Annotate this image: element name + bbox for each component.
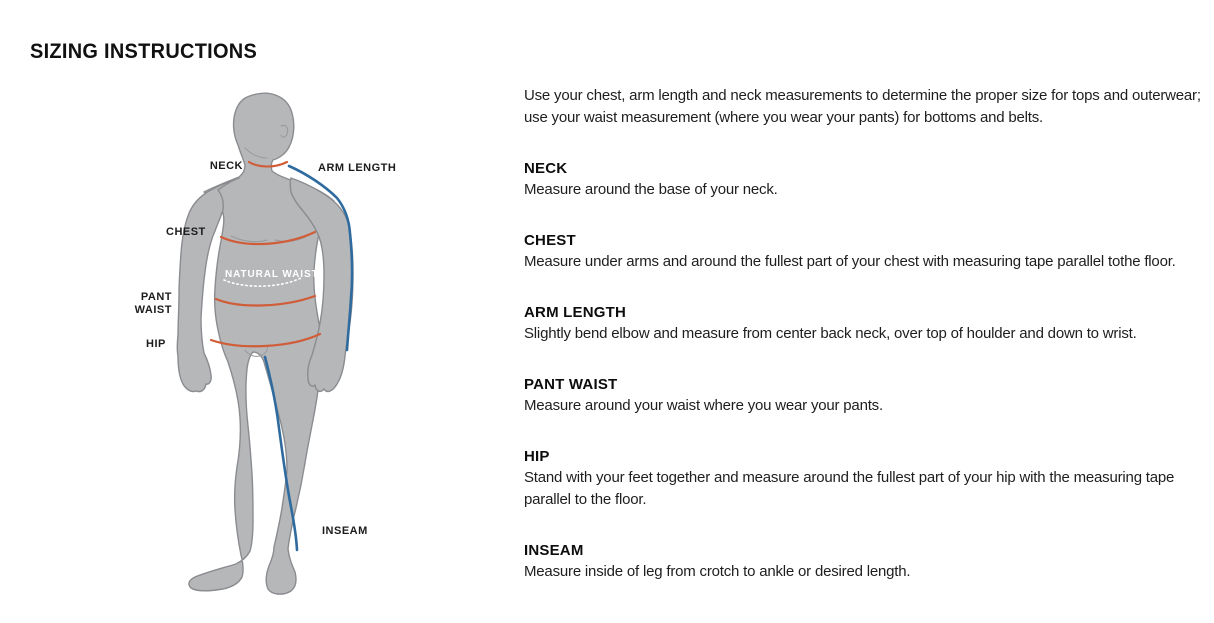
neck-label: NECK [209,160,243,172]
section-heading: HIP [524,448,550,465]
section-inseam [524,540,1204,583]
section-body: Slightly bend elbow and measure from center back neck, over top of houlder and down to wrist. [524,325,1137,342]
section-body: Stand with your feet together and measure around the fullest part of your hip with the measuring tape parallel to the floor. [524,469,1175,508]
inseam-label: INSEAM [322,525,368,537]
section-body: Measure around the base of your neck. [524,181,778,198]
section-chest [524,230,1204,273]
chest-label: CHEST [166,226,206,238]
section-pant-waist [524,374,1204,417]
arm-length-label: ARM LENGTH [318,162,397,174]
body-measurement-diagram [134,88,397,608]
section-heading: PANT WAIST [524,376,618,393]
section-body: Measure inside of leg from crotch to ankle or desired length. [524,563,911,580]
section-heading: ARM LENGTH [524,304,626,321]
section-body: Measure around your waist where you wear your pants. [524,397,883,414]
section-neck [524,158,1204,201]
section-heading: INSEAM [524,542,584,559]
section-heading: CHEST [524,232,576,249]
intro-paragraph: Use your chest, arm length and neck measurements to determine the proper size for tops and outerwear; use your waist measurement (where you wear your pants) for bottoms and belts. [524,87,1201,126]
section-heading: NECK [524,160,568,177]
page-title: SIZING INSTRUCTIONS [30,40,258,63]
pant-waist-label: PANT WAIST [134,291,172,316]
section-body: Measure under arms and around the fullest part of your chest with measuring tape parallel tothe floor. [524,253,1176,270]
instructions-column [524,85,1204,612]
natural-waist-label: NATURAL WAIST [225,269,319,280]
hip-label: HIP [146,338,166,350]
section-hip [524,446,1204,511]
section-arm-length [524,302,1204,345]
